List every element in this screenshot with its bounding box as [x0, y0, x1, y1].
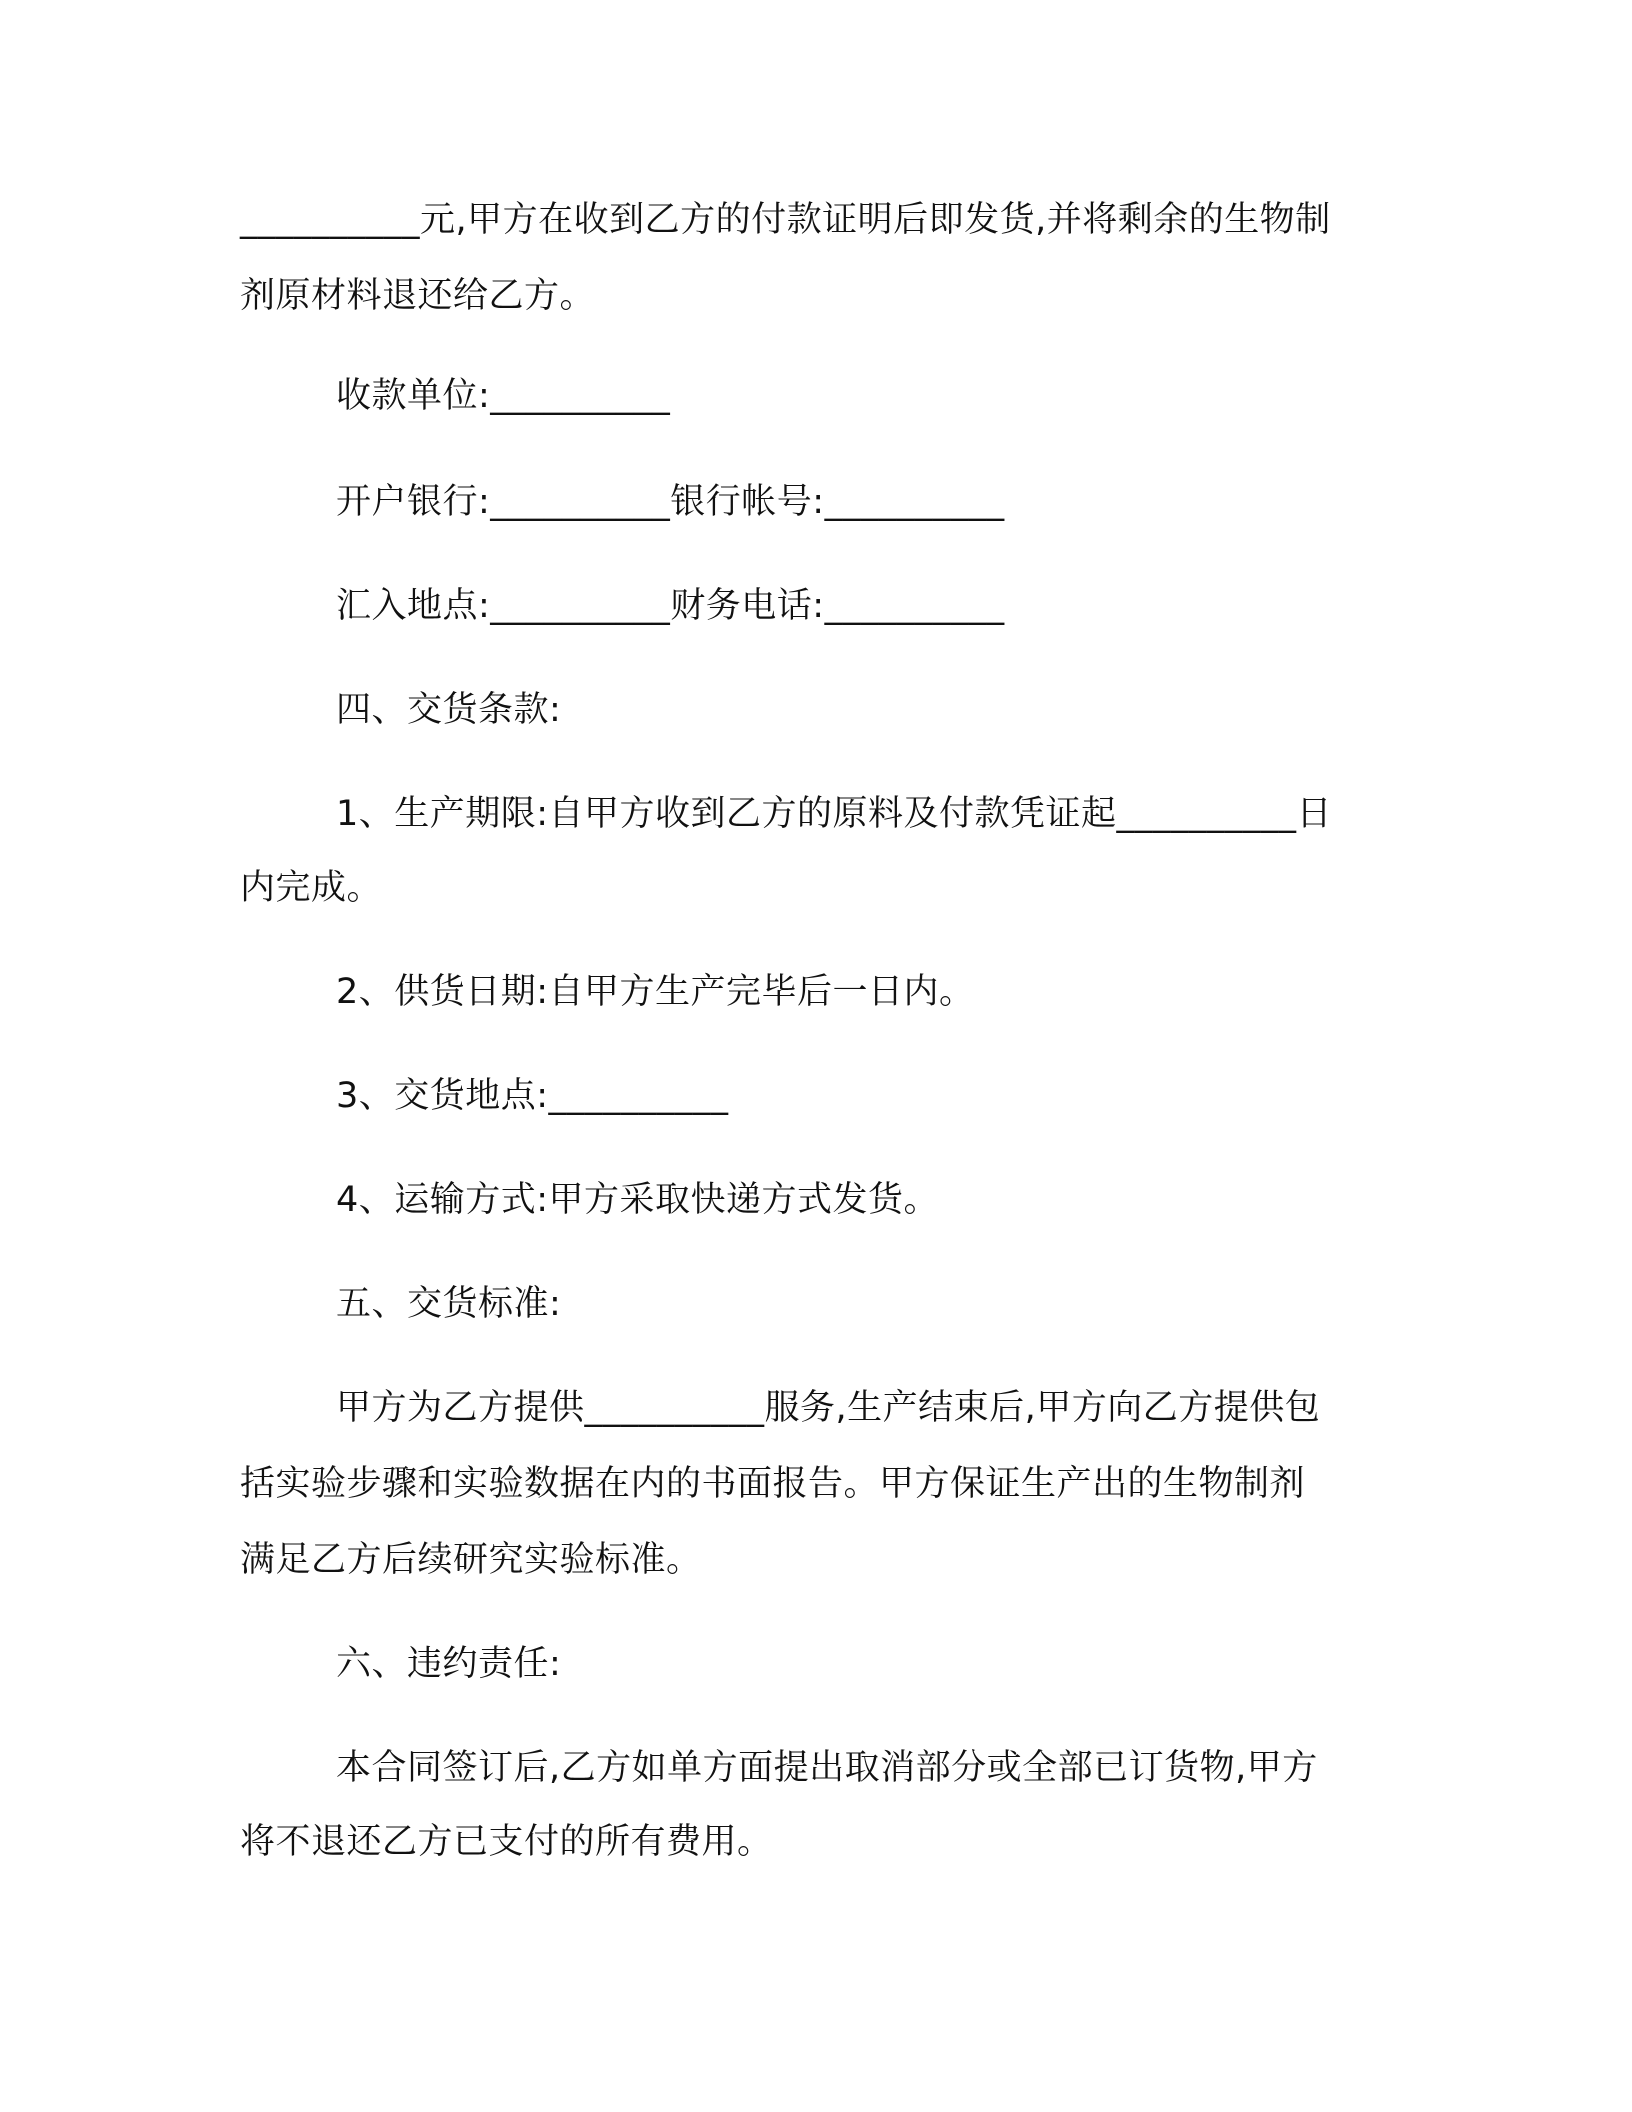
bank-account-line: 开户银行:__________银行帐号:__________	[336, 482, 1005, 522]
clause-transport-method: 4、运输方式:甲方采取快递方式发货。	[336, 1180, 940, 1220]
standard-para-line-1: 甲方为乙方提供__________服务,生产结束后,甲方向乙方提供包	[336, 1388, 1321, 1428]
clause-production-period-line-1: 1、生产期限:自甲方收到乙方的原料及付款凭证起__________日	[336, 794, 1333, 834]
remit-phone-line: 汇入地点:__________财务电话:__________	[336, 586, 1005, 626]
standard-para-line-3: 满足乙方后续研究实验标准。	[240, 1540, 702, 1580]
section-heading-delivery-terms: 四、交货条款:	[336, 690, 562, 730]
payment-terms-line-1: __________元,甲方在收到乙方的付款证明后即发货,并将剩余的生物制	[240, 200, 1331, 240]
liability-para-line-2: 将不退还乙方已支付的所有费用。	[240, 1822, 773, 1862]
clause-supply-date: 2、供货日期:自甲方生产完毕后一日内。	[336, 972, 975, 1012]
clause-production-period-line-2: 内完成。	[240, 868, 383, 908]
payment-terms-line-2: 剂原材料退还给乙方。	[240, 276, 596, 316]
liability-para-line-1: 本合同签订后,乙方如单方面提出取消部分或全部已订货物,甲方	[336, 1748, 1318, 1788]
section-heading-liability: 六、违约责任:	[336, 1644, 562, 1684]
clause-delivery-place: 3、交货地点:__________	[336, 1076, 729, 1116]
payee-line: 收款单位:__________	[336, 376, 671, 416]
section-heading-delivery-standard: 五、交货标准:	[336, 1284, 562, 1324]
standard-para-line-2: 括实验步骤和实验数据在内的书面报告。甲方保证生产出的生物制剂	[240, 1464, 1306, 1504]
